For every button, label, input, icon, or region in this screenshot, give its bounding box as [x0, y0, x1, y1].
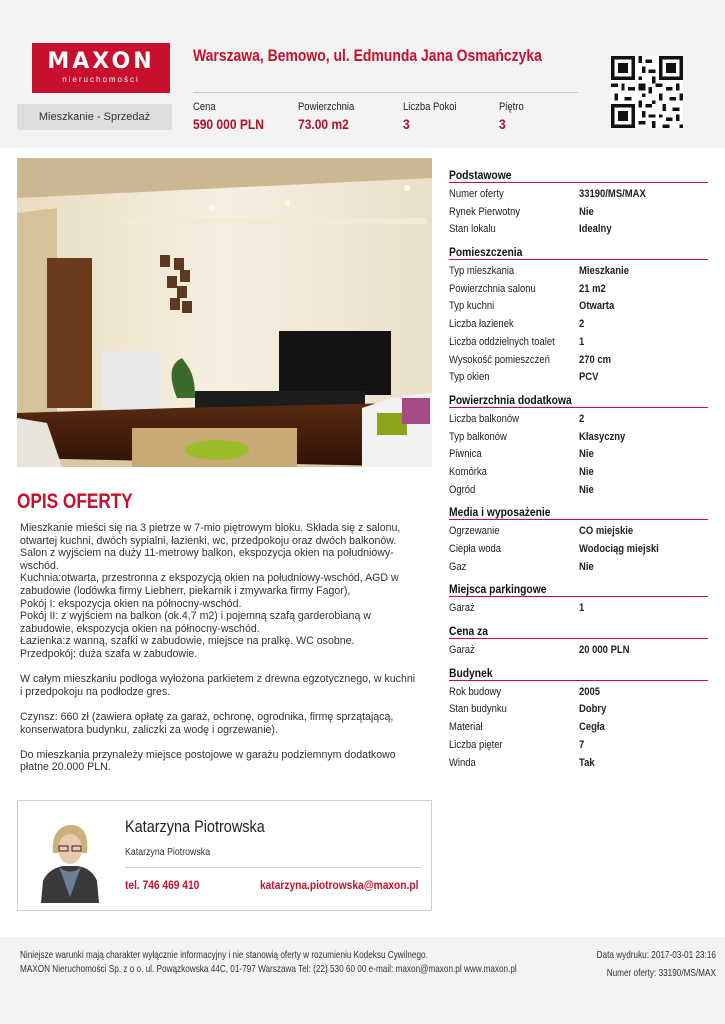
agent-divider [125, 867, 421, 868]
footer-meta [597, 948, 716, 980]
footer-disclaimer-line: Niniejsze warunki mają charakter wyłącznie informacyjny i nie stanowią oferty w rozumieniu Kodeksu Cywilnego. [20, 949, 428, 961]
detail-row: Piwnica Nie [449, 448, 594, 461]
detail-row: Komórka Nie [449, 465, 594, 478]
description-paragraph: W całym mieszkaniu podłoga wyłożona parkietem z drewna egzotycznego, w kuchni i przedpokoju na podłodze gres. [20, 673, 416, 698]
footer-company-line: MAXON Nieruchomości Sp. z o o. ul. Powązkowska 44C, 01-797 Warszawa Tel: (22) 530 60 00 e-mail: maxon@maxon.pl www.maxon.pl [20, 963, 517, 975]
rooms-value: 3 [403, 116, 410, 132]
detail-row: Stan lokalu Idealny [449, 223, 612, 236]
footer [0, 937, 725, 1024]
section-title: Media i wyposażenie [449, 505, 708, 520]
details-panel [449, 168, 708, 778]
section-parking [449, 582, 708, 618]
section-cena-za [449, 624, 708, 660]
area-label: Powierzchnia [298, 101, 355, 113]
logo-main-text: MAXON [47, 49, 155, 74]
section-title: Miejsca parkingowe [449, 582, 708, 597]
area-block [298, 101, 363, 132]
print-date: Data wydruku: 2017-03-01 23:16 [596, 949, 716, 961]
detail-row: Rynek Pierwotny Nie [449, 205, 594, 218]
section-pomieszczenia [449, 245, 708, 387]
logo-sub-text: nieruchomości [62, 75, 140, 84]
detail-row: Typ kuchni Otwarta [449, 300, 615, 313]
detail-row: Wysokość pomieszczeń 270 cm [449, 353, 612, 366]
floor-label: Piętro [499, 101, 524, 113]
detail-row: Typ okien PCV [449, 371, 599, 384]
detail-row: Liczba balkonów 2 [449, 412, 585, 425]
detail-row: Garaż 1 [449, 602, 585, 615]
rooms-label: Liczba Pokoi [403, 101, 457, 113]
floor-value: 3 [499, 116, 506, 132]
section-podstawowe [449, 168, 708, 239]
detail-row: Typ balkonów Klasyczny [449, 430, 626, 443]
section-media [449, 505, 708, 576]
agent-phone-link[interactable]: tel. 746 469 410 [125, 878, 200, 892]
rooms-block [403, 101, 465, 132]
detail-row: Liczba łazienek 2 [449, 318, 585, 331]
detail-row: Liczba pięter 7 [449, 738, 585, 751]
qr-code-icon[interactable] [611, 56, 683, 128]
detail-row: Liczba oddzielnych toalet 1 [449, 335, 585, 348]
detail-row: Rok budowy 2005 [449, 685, 601, 698]
detail-row: Materiał Cegła [449, 721, 605, 734]
listing-title: Warszawa, Bemowo, ul. Edmunda Jana Osmańczyka [193, 46, 542, 65]
section-title: Podstawowe [449, 168, 708, 183]
property-type-badge: Mieszkanie - Sprzedaż [17, 104, 172, 130]
area-value: 73.00 m2 [298, 116, 349, 132]
detail-row: Garaż 20 000 PLN [449, 644, 630, 657]
section-title: Budynek [449, 666, 708, 681]
section-budynek [449, 666, 708, 772]
section-title: Pomieszczenia [449, 245, 708, 260]
detail-row: Ogrzewanie CO miejskie [449, 525, 634, 538]
description-heading: OPIS OFERTY [17, 490, 133, 513]
agent-card [17, 800, 432, 911]
detail-row: Ciepła woda Wodociąg miejski [449, 543, 659, 555]
section-title: Powierzchnia dodatkowa [449, 393, 708, 408]
detail-row: Winda Tak [449, 756, 595, 769]
agent-subtitle: Katarzyna Piotrowska [125, 847, 211, 858]
description-text [20, 522, 420, 774]
section-powierzchnia-dodatkowa [449, 393, 708, 499]
price-block [193, 101, 276, 132]
detail-row: Ogród Nie [449, 483, 594, 496]
agent-avatar [41, 817, 99, 903]
price-value: 590 000 PLN [193, 116, 264, 132]
header [0, 0, 725, 148]
agent-email-link[interactable]: katarzyna.piotrowska@maxon.pl [259, 878, 418, 892]
detail-row: Numer oferty 33190/MS/MAX [449, 188, 646, 200]
floor-block [499, 101, 528, 132]
detail-row: Gaz Nie [449, 560, 594, 573]
description-paragraph: Mieszkanie mieści się na 3 pietrze w 7-mio piętrowym bloku. Składa się z salonu, otwartej kuchni, dwóch sypialni, łazienki, wc, przedpokoju oraz dwóch balkonów. Salon z wyjściem na duży 11-metrowy balkon, ekspozycja okien na południowy-wschód. Kuchnia:otwarta, przestronna z ekspozycją okien na południowy-wschód, AGD w zabudowie (lodówka firmy Liebherr, piekarnik i zmywarka firmy Fagor), Pokój I: ekspozycja okien na północny-wschód. Pokój II: z wyjściem na balkon (ok.4,7 m2) i pojemną szafą garderobianą w zabudowie, ekspozycja okien na północny-wschód. Łazienka:z wanną, szafki w zabudowie, miejsce na pralkę. WC osobne. Przedpokój: duża szafa w zabudowie. [20, 522, 401, 660]
detail-row: Stan budynku Dobry [449, 703, 607, 716]
detail-row: Powierzchnia salonu 21 m2 [449, 282, 606, 295]
section-title: Cena za [449, 624, 708, 639]
price-label: Cena [193, 101, 216, 113]
maxon-logo[interactable] [32, 43, 170, 93]
detail-row: Typ mieszkania Mieszkanie [449, 265, 629, 278]
footer-offer-number: Numer oferty: 33190/MS/MAX [606, 967, 716, 979]
description-paragraph: Czynsz: 660 zł (zawiera opłatę za garaż, ochronę, ogrodnika, firmę sprzątającą, konserwatora budynku, zaliczki za wodę i ogrzewanie). [20, 710, 394, 736]
property-photo[interactable] [17, 158, 432, 467]
title-divider [193, 92, 578, 93]
footer-disclaimer [20, 948, 517, 976]
description-paragraph: Do mieszkania przynależy miejsce postojowe w garażu podziemnym dodatkowo płatne 20.000 PLN. [20, 748, 396, 774]
agent-name: Katarzyna Piotrowska [125, 817, 265, 836]
